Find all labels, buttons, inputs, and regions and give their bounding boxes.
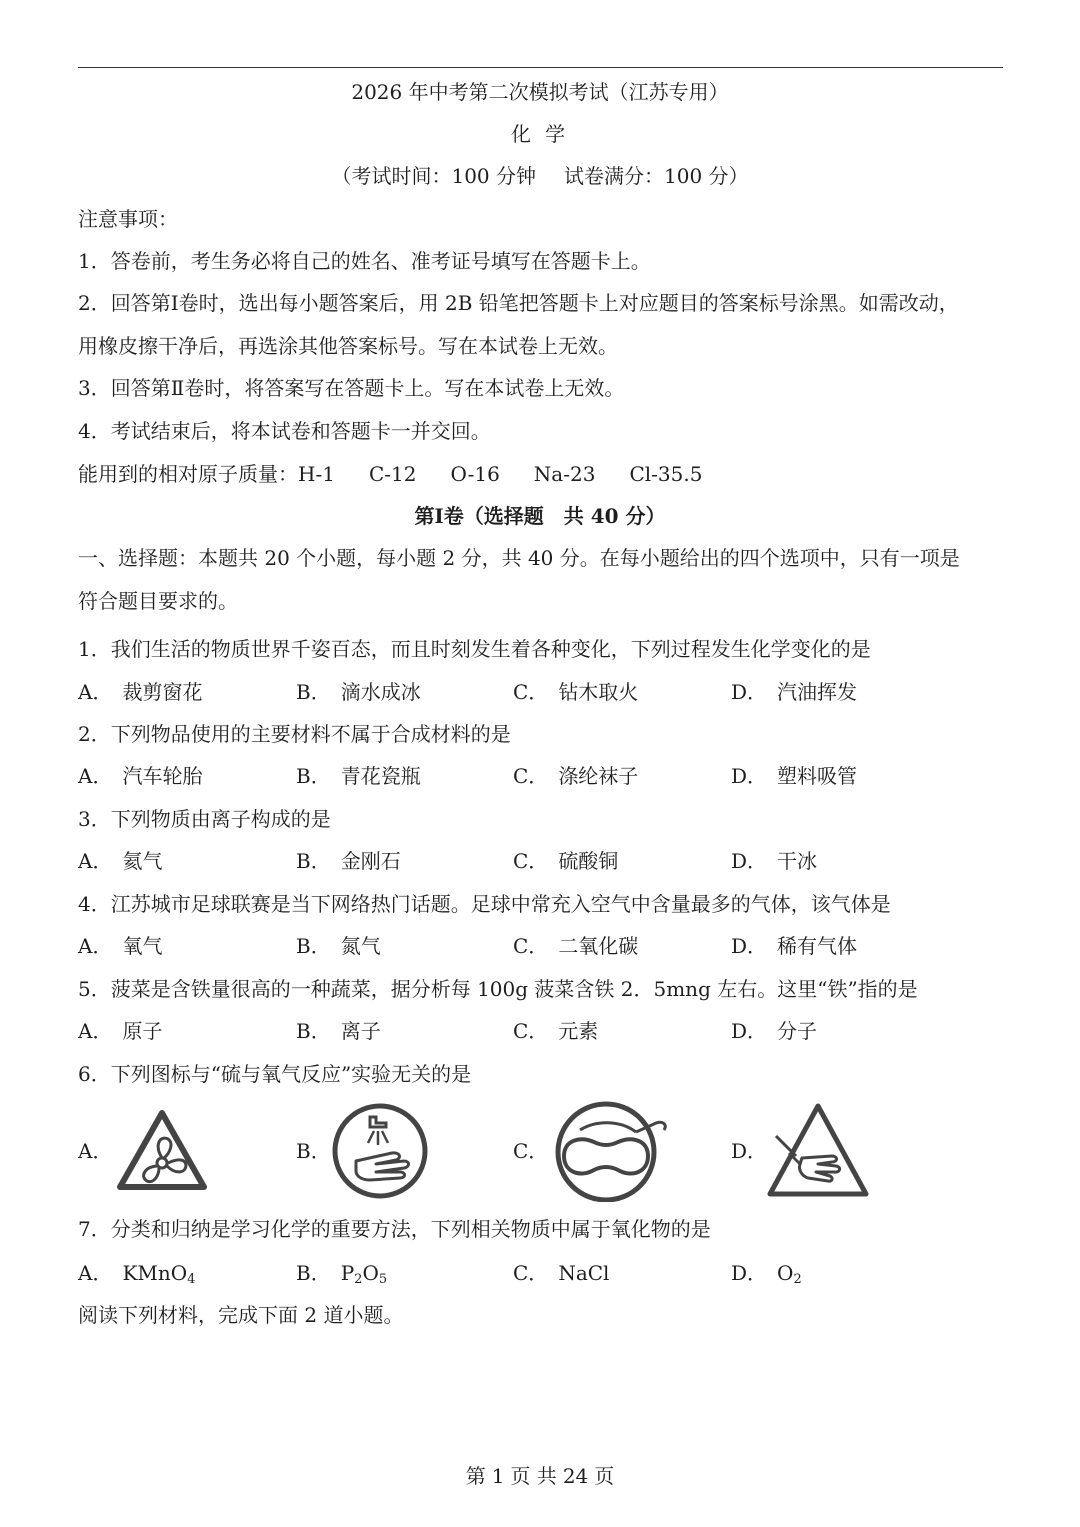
exam-info (0, 163, 1080, 189)
notice-item: 用橡皮擦干净后，再选涂其他答案标号。写在本试卷上无效。 (78, 334, 618, 358)
option-label: C． (513, 1139, 549, 1163)
option-a (78, 679, 202, 705)
option-label: A． (78, 764, 113, 788)
notice-heading: 注意事项： (78, 207, 178, 231)
option-c (513, 679, 638, 705)
option-c (513, 1018, 598, 1044)
option-label: B． (296, 849, 331, 873)
option-text: 原子 (122, 1019, 163, 1043)
formula-subscript: 2 (354, 1272, 363, 1287)
question-stem: 3．下列物质由离子构成的是 (78, 807, 331, 831)
option-text: 二氧化碳 (558, 934, 639, 958)
formula-subscript: 5 (378, 1272, 388, 1287)
option-b (296, 848, 401, 874)
option-c (513, 763, 638, 789)
option-d (731, 763, 857, 789)
atomic-mass-value: O-16 (450, 462, 500, 486)
option-d (731, 679, 857, 705)
section-instructions: 一、选择题：本题共 20 个小题，每小题 2 分，共 40 分。在每小题给出的四个选项中，只有一项是 (78, 546, 960, 570)
option-text: 分子 (777, 1019, 818, 1043)
option-d (731, 1018, 817, 1044)
option-label: A． (78, 934, 113, 958)
subject-title: 化 学 (510, 122, 570, 146)
formula-base: KMnO (122, 1261, 188, 1285)
option-text: 金刚石 (340, 849, 401, 873)
option-label: A． (78, 849, 113, 873)
header-rule (78, 67, 1003, 68)
option-text: 干冰 (777, 849, 818, 873)
option-b (296, 679, 421, 705)
question-stem: 2．下列物品使用的主要材料不属于合成材料的是 (78, 722, 511, 746)
option-d (731, 933, 857, 959)
formula-base: P (340, 1261, 355, 1285)
question-stem: 1．我们生活的物质世界千姿百态，而且时刻发生着各种变化，下列过程发生化学变化的是 (78, 637, 871, 661)
footer-text: 页 共 (510, 1464, 557, 1488)
question-stem: 6．下列图标与“硫与氧气反应”实验无关的是 (78, 1062, 472, 1086)
question-stem: 7．分类和归纳是学习化学的重要方法，下列相关物质中属于氧化物的是 (78, 1217, 711, 1241)
option-a (78, 1260, 195, 1286)
option-label: C． (513, 764, 549, 788)
exam-time: （考试时间：100 分钟 (331, 164, 536, 188)
option-c (513, 848, 618, 874)
option-a (78, 933, 162, 959)
option-text: 氮气 (340, 934, 381, 958)
formula-subscript: 2 (793, 1272, 802, 1287)
option-label: B． (296, 764, 331, 788)
option-a (78, 763, 202, 789)
total-pages: 24 (562, 1464, 589, 1488)
option-a (78, 1018, 162, 1044)
option-label: A． (78, 1019, 113, 1043)
option-c (513, 1260, 609, 1286)
full-score: 试卷满分：100 分） (564, 164, 749, 188)
atomic-masses-label: 能用到的相对原子质量： (78, 462, 298, 486)
option-b (296, 763, 421, 789)
option-label: D． (731, 934, 768, 958)
footer-text: 第 (465, 1464, 486, 1488)
option-text: 青花瓷瓶 (340, 764, 421, 788)
atomic-mass-value: Cl-35.5 (629, 462, 703, 486)
option-text: 涤纶袜子 (558, 764, 639, 788)
section-title: 第Ⅰ卷（选择题 共 40 分） (414, 504, 666, 528)
option-text: 塑料吸管 (777, 764, 858, 788)
option-a (78, 848, 162, 874)
formula-subscript: 4 (187, 1272, 196, 1287)
option-label: C． (513, 1019, 549, 1043)
atomic-mass-value: H-1 (298, 462, 335, 486)
footer-text: 页 (594, 1464, 615, 1488)
option-text: 氦气 (122, 849, 163, 873)
atomic-mass-value: Na-23 (533, 462, 596, 486)
question-stem: 4．江苏城市足球联赛是当下网络热门话题。足球中常充入空气中含量最多的气体，该气体是 (78, 892, 891, 916)
option-label: A． (78, 1261, 113, 1285)
formula-base: O (362, 1261, 379, 1285)
option-text: NaCl (558, 1261, 610, 1285)
formula-base: O (777, 1261, 794, 1285)
option-text: 元素 (558, 1019, 599, 1043)
hand-wash-icon (330, 1101, 430, 1201)
option-label: A． (78, 680, 113, 704)
question-stem: 5．菠菜是含铁量很高的一种蔬菜，据分析每 100g 菠菜含铁 2．5mng 左右。这里“铁”指的是 (78, 977, 918, 1001)
option-label: D． (731, 1139, 768, 1163)
option-label: B． (296, 1139, 331, 1163)
page-footer (0, 1460, 1080, 1489)
option-text: 离子 (340, 1019, 381, 1043)
option-label: D． (731, 1261, 768, 1285)
option-label: C． (513, 849, 549, 873)
option-text: 硫酸铜 (558, 849, 619, 873)
atomic-masses (78, 461, 736, 487)
option-label: B． (296, 1019, 331, 1043)
goggles-icon (550, 1100, 670, 1202)
option-label: D． (731, 849, 768, 873)
option-label: D． (731, 680, 768, 704)
sharp-object-warning-icon (766, 1102, 870, 1198)
option-c (513, 933, 638, 959)
option-text: 裁剪窗花 (122, 680, 203, 704)
option-b (296, 933, 381, 959)
fan-icon (114, 1105, 210, 1197)
option-text: 汽车轮胎 (122, 764, 203, 788)
option-d (731, 848, 817, 874)
option-b (296, 1260, 387, 1286)
notice-item: 4．考试结束后，将本试卷和答题卡一并交回。 (78, 419, 491, 443)
option-text: 滴水成冰 (340, 680, 421, 704)
exam-title: 2026 年中考第二次模拟考试（江苏专用） (351, 80, 729, 104)
section-instructions: 符合题目要求的。 (78, 589, 238, 613)
notice-item: 1．答卷前，考生务必将自己的姓名、准考证号填写在答题卡上。 (78, 249, 651, 273)
option-text: 氧气 (122, 934, 163, 958)
option-label: C． (513, 934, 549, 958)
option-b (296, 1018, 381, 1044)
option-label: B． (296, 1261, 331, 1285)
option-label: D． (731, 1019, 768, 1043)
reading-prompt: 阅读下列材料，完成下面 2 道小题。 (78, 1303, 404, 1327)
option-label: C． (513, 1261, 549, 1285)
option-label: D． (731, 764, 768, 788)
current-page: 1 (491, 1464, 505, 1488)
option-label: B． (296, 934, 331, 958)
atomic-mass-value: C-12 (368, 462, 417, 486)
option-label: C． (513, 680, 549, 704)
notice-item: 3．回答第Ⅱ卷时，将答案写在答题卡上。写在本试卷上无效。 (78, 376, 625, 400)
option-label: B． (296, 680, 331, 704)
option-text: 汽油挥发 (777, 680, 858, 704)
notice-item: 2．回答第Ⅰ卷时，选出每小题答案后，用 2B 铅笔把答题卡上对应题目的答案标号涂黑。如需改动， (78, 291, 959, 315)
option-d (731, 1260, 802, 1286)
option-text: 钻木取火 (558, 680, 639, 704)
option-label: A． (78, 1139, 113, 1163)
option-text: 稀有气体 (777, 934, 858, 958)
